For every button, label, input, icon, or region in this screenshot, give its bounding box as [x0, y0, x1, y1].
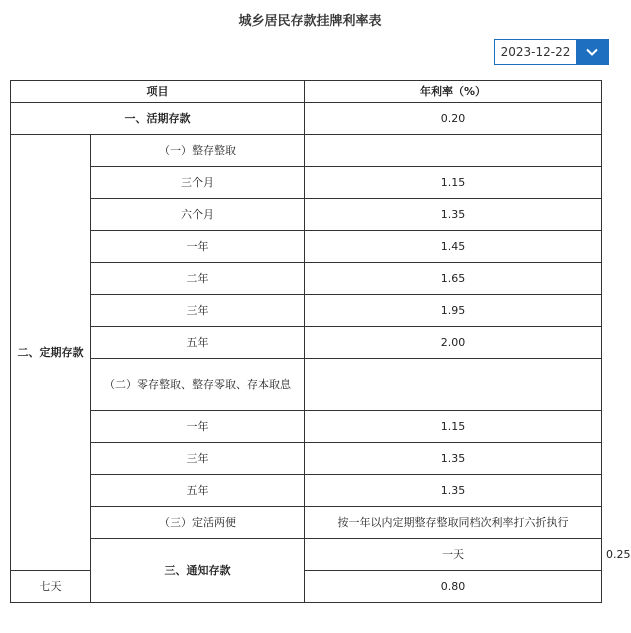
term-cell: 五年 [91, 327, 305, 359]
table-row [11, 231, 602, 263]
rate-cell: 2.00 [305, 327, 602, 359]
table-row [11, 199, 602, 231]
installment-section-label: （二）零存整取、整存零取、存本取息 [91, 359, 305, 411]
fixed-deposit-label: 二、定期存款 [11, 135, 91, 571]
header-rate: 年利率（%） [305, 81, 602, 103]
term-cell: 五年 [91, 475, 305, 507]
notice-deposit-label: 三、通知存款 [91, 539, 305, 603]
page-title: 城乡居民存款挂牌利率表 [238, 14, 382, 29]
term-cell: 七天 [11, 571, 91, 603]
rate-cell: 0.80 [305, 571, 602, 603]
interest-rate-table [10, 80, 631, 603]
table-row [11, 263, 602, 295]
date-select-value: 2023-12-22 [495, 40, 576, 64]
table-row [11, 507, 602, 539]
table-row [11, 167, 602, 199]
term-cell: 六个月 [91, 199, 305, 231]
rate-cell: 1.15 [305, 411, 602, 443]
term-cell: 一天 [305, 539, 602, 571]
table-row [11, 411, 602, 443]
table-row [11, 327, 602, 359]
lump-sum-section-rate [305, 135, 602, 167]
installment-section-rate [305, 359, 602, 411]
table-row [11, 359, 602, 411]
rate-cell: 1.35 [305, 475, 602, 507]
flexible-deposit-rate: 按一年以内定期整存整取同档次利率打六折执行 [305, 507, 602, 539]
chevron-down-icon [586, 48, 598, 56]
term-cell: 一年 [91, 231, 305, 263]
table-row [11, 295, 602, 327]
header-item: 项目 [11, 81, 305, 103]
term-cell: 二年 [91, 263, 305, 295]
rate-cell: 1.45 [305, 231, 602, 263]
table-row [11, 135, 602, 167]
demand-deposit-label: 一、活期存款 [11, 103, 305, 135]
date-select[interactable] [494, 39, 609, 65]
table-row [11, 103, 602, 135]
term-cell: 三年 [91, 443, 305, 475]
table-row: 三、通知存款 一天 0.25 [11, 539, 602, 571]
date-dropdown-button[interactable] [576, 40, 608, 64]
table-header-row [11, 81, 602, 103]
rate-cell: 1.35 [305, 199, 602, 231]
table-row [11, 475, 602, 507]
rate-cell: 1.95 [305, 295, 602, 327]
flexible-deposit-label: （三）定活两便 [91, 507, 305, 539]
rate-cell: 1.15 [305, 167, 602, 199]
rate-cell: 1.35 [305, 443, 602, 475]
table-row [11, 443, 602, 475]
term-cell: 三个月 [91, 167, 305, 199]
term-cell: 三年 [91, 295, 305, 327]
lump-sum-section-label: （一）整存整取 [91, 135, 305, 167]
demand-deposit-rate: 0.20 [305, 103, 602, 135]
rate-cell: 1.65 [305, 263, 602, 295]
term-cell: 一年 [91, 411, 305, 443]
